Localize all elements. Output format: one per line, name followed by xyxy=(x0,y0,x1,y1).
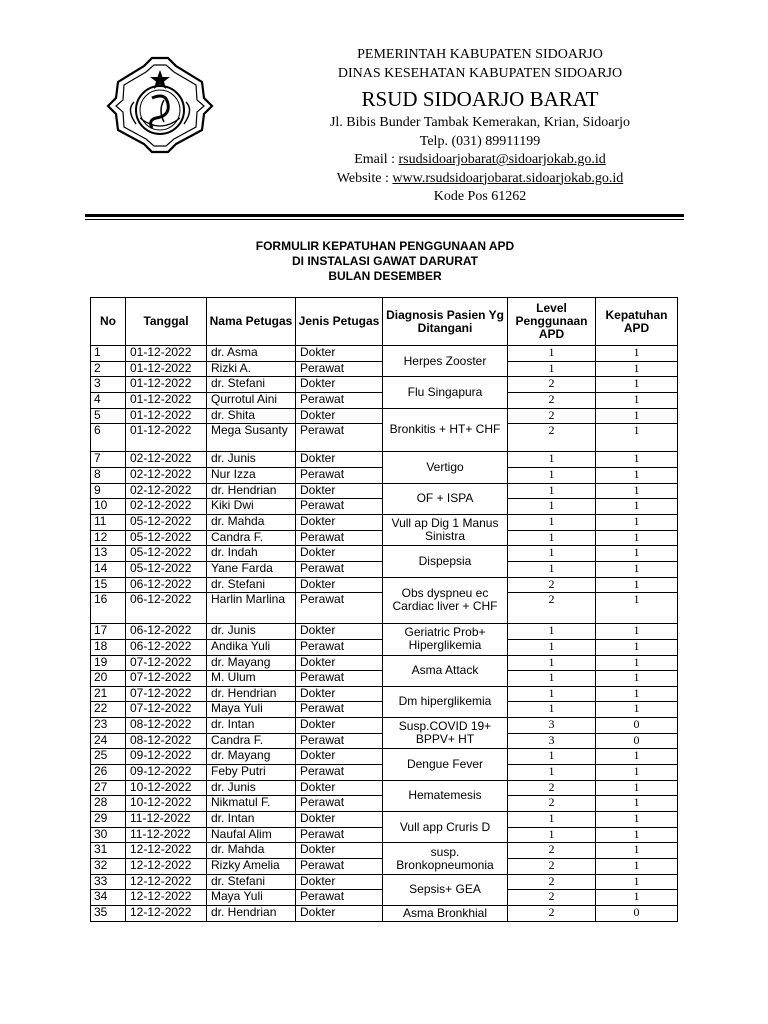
col-header-level-apd: Level Penggunaan APD xyxy=(508,298,596,346)
cell-tanggal: 05-12-2022 xyxy=(126,546,207,562)
cell-level-apd: 2 xyxy=(508,392,596,408)
cell-kepatuhan-apd: 1 xyxy=(596,499,678,515)
cell-tanggal: 07-12-2022 xyxy=(126,671,207,687)
cell-level-apd: 3 xyxy=(508,718,596,734)
cell-diagnosis: Geriatric Prob+ Hiperglikemia xyxy=(383,624,508,655)
cell-tanggal: 01-12-2022 xyxy=(126,424,207,452)
cell-no: 31 xyxy=(91,843,126,859)
cell-kepatuhan-apd: 1 xyxy=(596,546,678,562)
cell-diagnosis: Asma Bronkhial xyxy=(383,906,508,922)
cell-nama-petugas: Rizky Amelia xyxy=(207,859,296,875)
cell-level-apd: 2 xyxy=(508,408,596,424)
cell-kepatuhan-apd: 1 xyxy=(596,671,678,687)
cell-kepatuhan-apd: 1 xyxy=(596,639,678,655)
cell-jenis-petugas: Dokter xyxy=(296,624,383,640)
cell-diagnosis: Herpes Zooster xyxy=(383,346,508,377)
cell-tanggal: 12-12-2022 xyxy=(126,843,207,859)
cell-nama-petugas: Andika Yuli xyxy=(207,639,296,655)
table-row xyxy=(91,874,678,890)
table-row xyxy=(91,546,678,562)
cell-kepatuhan-apd: 1 xyxy=(596,749,678,765)
cell-nama-petugas: Rizki A. xyxy=(207,361,296,377)
cell-jenis-petugas: Perawat xyxy=(296,796,383,812)
cell-no: 34 xyxy=(91,890,126,906)
cell-no: 1 xyxy=(91,346,126,362)
cell-kepatuhan-apd: 1 xyxy=(596,392,678,408)
cell-kepatuhan-apd: 0 xyxy=(596,718,678,734)
cell-diagnosis: Sepsis+ GEA xyxy=(383,874,508,905)
cell-nama-petugas: dr. Hendrian xyxy=(207,686,296,702)
cell-level-apd: 1 xyxy=(508,483,596,499)
table-row xyxy=(91,812,678,828)
cell-jenis-petugas: Dokter xyxy=(296,749,383,765)
cell-nama-petugas: Feby Putri xyxy=(207,765,296,781)
cell-kepatuhan-apd: 1 xyxy=(596,408,678,424)
col-header-nama-petugas: Nama Petugas xyxy=(207,298,296,346)
cell-no: 15 xyxy=(91,577,126,593)
form-title-line3: BULAN DESEMBER xyxy=(328,269,442,283)
cell-no: 26 xyxy=(91,765,126,781)
email-label: Email : xyxy=(354,152,399,167)
cell-jenis-petugas: Perawat xyxy=(296,702,383,718)
cell-diagnosis: Bronkitis + HT+ CHF xyxy=(383,408,508,452)
cell-tanggal: 08-12-2022 xyxy=(126,718,207,734)
cell-level-apd: 2 xyxy=(508,424,596,452)
cell-kepatuhan-apd: 0 xyxy=(596,906,678,922)
cell-jenis-petugas: Dokter xyxy=(296,546,383,562)
table-row xyxy=(91,452,678,468)
cell-nama-petugas: dr. Intan xyxy=(207,812,296,828)
table-row xyxy=(91,624,678,640)
cell-nama-petugas: Nikmatul F. xyxy=(207,796,296,812)
cell-kepatuhan-apd: 1 xyxy=(596,483,678,499)
cell-diagnosis: Asma Attack xyxy=(383,655,508,686)
cell-tanggal: 06-12-2022 xyxy=(126,624,207,640)
cell-kepatuhan-apd: 1 xyxy=(596,514,678,530)
cell-level-apd: 2 xyxy=(508,906,596,922)
cell-jenis-petugas: Perawat xyxy=(296,859,383,875)
cell-nama-petugas: dr. Mayang xyxy=(207,749,296,765)
cell-level-apd: 2 xyxy=(508,593,596,624)
cell-kepatuhan-apd: 1 xyxy=(596,577,678,593)
cell-no: 5 xyxy=(91,408,126,424)
cell-kepatuhan-apd: 1 xyxy=(596,812,678,828)
table-row xyxy=(91,718,678,734)
cell-tanggal: 06-12-2022 xyxy=(126,577,207,593)
cell-no: 7 xyxy=(91,452,126,468)
table-row xyxy=(91,906,678,922)
cell-tanggal: 07-12-2022 xyxy=(126,702,207,718)
col-header-jenis-petugas: Jenis Petugas xyxy=(296,298,383,346)
cell-nama-petugas: dr. Stefani xyxy=(207,874,296,890)
cell-jenis-petugas: Perawat xyxy=(296,733,383,749)
cell-jenis-petugas: Perawat xyxy=(296,593,383,624)
cell-level-apd: 1 xyxy=(508,749,596,765)
header-address: Jl. Bibis Bunder Tambak Kemerakan, Krian, Sidoarjo xyxy=(329,115,631,130)
cell-kepatuhan-apd: 1 xyxy=(596,593,678,624)
cell-level-apd: 2 xyxy=(508,377,596,393)
cell-nama-petugas: dr. Hendrian xyxy=(207,483,296,499)
cell-jenis-petugas: Perawat xyxy=(296,530,383,546)
cell-no: 4 xyxy=(91,392,126,408)
cell-level-apd: 2 xyxy=(508,859,596,875)
cell-nama-petugas: dr. Mahda xyxy=(207,843,296,859)
table-row xyxy=(91,346,678,362)
form-title xyxy=(200,239,570,284)
cell-no: 29 xyxy=(91,812,126,828)
header-telp: Telp. (031) 89911199 xyxy=(419,133,541,149)
cell-kepatuhan-apd: 1 xyxy=(596,624,678,640)
cell-kepatuhan-apd: 1 xyxy=(596,874,678,890)
cell-diagnosis: Obs dyspneu ec Cardiac liver + CHF xyxy=(383,577,508,624)
cell-level-apd: 1 xyxy=(508,827,596,843)
cell-jenis-petugas: Perawat xyxy=(296,467,383,483)
cell-tanggal: 05-12-2022 xyxy=(126,530,207,546)
website-link[interactable]: www.rsudsidoarjobarat.sidoarjokab.go.id xyxy=(392,170,624,186)
table-row xyxy=(91,780,678,796)
cell-nama-petugas: dr. Intan xyxy=(207,718,296,734)
cell-level-apd: 3 xyxy=(508,733,596,749)
cell-jenis-petugas: Perawat xyxy=(296,639,383,655)
cell-level-apd: 1 xyxy=(508,671,596,687)
cell-nama-petugas: dr. Stefani xyxy=(207,377,296,393)
table-row xyxy=(91,655,678,671)
cell-no: 17 xyxy=(91,624,126,640)
cell-nama-petugas: Nur Izza xyxy=(207,467,296,483)
cell-kepatuhan-apd: 0 xyxy=(596,733,678,749)
cell-jenis-petugas: Perawat xyxy=(296,671,383,687)
cell-diagnosis: Dispepsia xyxy=(383,546,508,577)
cell-nama-petugas: dr. Mayang xyxy=(207,655,296,671)
table-row xyxy=(91,377,678,393)
cell-kepatuhan-apd: 1 xyxy=(596,859,678,875)
cell-nama-petugas: Candra F. xyxy=(207,733,296,749)
cell-jenis-petugas: Dokter xyxy=(296,346,383,362)
cell-tanggal: 07-12-2022 xyxy=(126,686,207,702)
cell-level-apd: 1 xyxy=(508,361,596,377)
cell-diagnosis: Vertigo xyxy=(383,452,508,483)
cell-nama-petugas: Mega Susanty xyxy=(207,424,296,452)
cell-jenis-petugas: Dokter xyxy=(296,686,383,702)
cell-tanggal: 05-12-2022 xyxy=(126,561,207,577)
cell-level-apd: 1 xyxy=(508,499,596,515)
cell-nama-petugas: Maya Yuli xyxy=(207,702,296,718)
header-government: PEMERINTAH KABUPATEN SIDOARJO xyxy=(357,47,603,62)
cell-jenis-petugas: Perawat xyxy=(296,361,383,377)
cell-jenis-petugas: Perawat xyxy=(296,827,383,843)
cell-jenis-petugas: Dokter xyxy=(296,780,383,796)
cell-kepatuhan-apd: 1 xyxy=(596,843,678,859)
cell-no: 9 xyxy=(91,483,126,499)
cell-tanggal: 12-12-2022 xyxy=(126,874,207,890)
cell-level-apd: 1 xyxy=(508,530,596,546)
cell-tanggal: 02-12-2022 xyxy=(126,483,207,499)
cell-level-apd: 2 xyxy=(508,577,596,593)
cell-kepatuhan-apd: 1 xyxy=(596,827,678,843)
table-row xyxy=(91,408,678,424)
cell-no: 14 xyxy=(91,561,126,577)
cell-diagnosis: OF + ISPA xyxy=(383,483,508,514)
cell-level-apd: 2 xyxy=(508,874,596,890)
cell-level-apd: 1 xyxy=(508,514,596,530)
cell-nama-petugas: Qurrotul Aini xyxy=(207,392,296,408)
cell-tanggal: 05-12-2022 xyxy=(126,514,207,530)
header-email-line xyxy=(280,151,680,170)
cell-level-apd: 2 xyxy=(508,890,596,906)
cell-level-apd: 1 xyxy=(508,702,596,718)
cell-kepatuhan-apd: 1 xyxy=(596,702,678,718)
cell-jenis-petugas: Dokter xyxy=(296,906,383,922)
cell-nama-petugas: dr. Junis xyxy=(207,780,296,796)
cell-no: 33 xyxy=(91,874,126,890)
cell-level-apd: 1 xyxy=(508,467,596,483)
table-body xyxy=(91,346,678,922)
cell-kepatuhan-apd: 1 xyxy=(596,467,678,483)
cell-nama-petugas: dr. Stefani xyxy=(207,577,296,593)
cell-jenis-petugas: Dokter xyxy=(296,874,383,890)
cell-kepatuhan-apd: 1 xyxy=(596,361,678,377)
cell-nama-petugas: dr. Indah xyxy=(207,546,296,562)
table-row xyxy=(91,843,678,859)
cell-tanggal: 10-12-2022 xyxy=(126,796,207,812)
cell-level-apd: 2 xyxy=(508,780,596,796)
apd-compliance-table xyxy=(90,297,678,922)
cell-kepatuhan-apd: 1 xyxy=(596,346,678,362)
cell-nama-petugas: dr. Mahda xyxy=(207,514,296,530)
cell-diagnosis: Hematemesis xyxy=(383,780,508,811)
cell-level-apd: 2 xyxy=(508,843,596,859)
cell-tanggal: 11-12-2022 xyxy=(126,812,207,828)
cell-tanggal: 12-12-2022 xyxy=(126,890,207,906)
cell-no: 24 xyxy=(91,733,126,749)
header-postal-code: Kode Pos 61262 xyxy=(433,189,527,204)
letterhead xyxy=(280,46,680,207)
cell-level-apd: 1 xyxy=(508,686,596,702)
cell-tanggal: 12-12-2022 xyxy=(126,906,207,922)
cell-no: 2 xyxy=(91,361,126,377)
table-row xyxy=(91,483,678,499)
cell-nama-petugas: Kiki Dwi xyxy=(207,499,296,515)
header-hospital-name: RSUD SIDOARJO BARAT xyxy=(361,87,599,111)
cell-no: 16 xyxy=(91,593,126,624)
header-department: DINAS KESEHATAN KABUPATEN SIDOARJO xyxy=(337,65,623,81)
cell-jenis-petugas: Dokter xyxy=(296,655,383,671)
cell-level-apd: 1 xyxy=(508,765,596,781)
cell-tanggal: 01-12-2022 xyxy=(126,346,207,362)
cell-no: 8 xyxy=(91,467,126,483)
col-header-no: No xyxy=(91,298,126,346)
cell-tanggal: 12-12-2022 xyxy=(126,859,207,875)
header-website-line xyxy=(280,170,680,189)
col-header-tanggal: Tanggal xyxy=(126,298,207,346)
cell-no: 12 xyxy=(91,530,126,546)
cell-tanggal: 02-12-2022 xyxy=(126,452,207,468)
cell-kepatuhan-apd: 1 xyxy=(596,561,678,577)
cell-jenis-petugas: Perawat xyxy=(296,765,383,781)
cell-nama-petugas: Harlin Marlina xyxy=(207,593,296,624)
cell-jenis-petugas: Dokter xyxy=(296,718,383,734)
form-title-line2: DI INSTALASI GAWAT DARURAT xyxy=(292,254,478,268)
col-header-diagnosis: Diagnosis Pasien Yg Ditangani xyxy=(383,298,508,346)
cell-jenis-petugas: Perawat xyxy=(296,499,383,515)
email-link[interactable]: rsudsidoarjobarat@sidoarjokab.go.id xyxy=(398,152,606,167)
cell-level-apd: 1 xyxy=(508,546,596,562)
cell-nama-petugas: Candra F. xyxy=(207,530,296,546)
cell-tanggal: 01-12-2022 xyxy=(126,361,207,377)
cell-jenis-petugas: Dokter xyxy=(296,452,383,468)
cell-jenis-petugas: Dokter xyxy=(296,514,383,530)
cell-tanggal: 01-12-2022 xyxy=(126,408,207,424)
cell-kepatuhan-apd: 1 xyxy=(596,424,678,452)
cell-no: 21 xyxy=(91,686,126,702)
cell-diagnosis: Dengue Fever xyxy=(383,749,508,780)
cell-nama-petugas: dr. Junis xyxy=(207,624,296,640)
cell-diagnosis: Flu Singapura xyxy=(383,377,508,408)
cell-jenis-petugas: Dokter xyxy=(296,483,383,499)
cell-jenis-petugas: Dokter xyxy=(296,843,383,859)
cell-kepatuhan-apd: 1 xyxy=(596,780,678,796)
kabupaten-sidoarjo-emblem-icon xyxy=(104,52,216,156)
cell-tanggal: 08-12-2022 xyxy=(126,733,207,749)
cell-level-apd: 1 xyxy=(508,452,596,468)
cell-no: 11 xyxy=(91,514,126,530)
cell-tanggal: 06-12-2022 xyxy=(126,593,207,624)
cell-nama-petugas: M. Ulum xyxy=(207,671,296,687)
header-divider-thin xyxy=(85,219,684,220)
cell-level-apd: 1 xyxy=(508,561,596,577)
cell-tanggal: 01-12-2022 xyxy=(126,377,207,393)
cell-level-apd: 1 xyxy=(508,639,596,655)
cell-jenis-petugas: Dokter xyxy=(296,408,383,424)
cell-level-apd: 1 xyxy=(508,655,596,671)
cell-nama-petugas: dr. Asma xyxy=(207,346,296,362)
cell-jenis-petugas: Dokter xyxy=(296,812,383,828)
cell-no: 6 xyxy=(91,424,126,452)
table-row xyxy=(91,514,678,530)
col-header-kepatuhan-apd: Kepatuhan APD xyxy=(596,298,678,346)
cell-no: 28 xyxy=(91,796,126,812)
cell-tanggal: 10-12-2022 xyxy=(126,780,207,796)
cell-nama-petugas: dr. Shita xyxy=(207,408,296,424)
cell-no: 35 xyxy=(91,906,126,922)
table-row xyxy=(91,686,678,702)
cell-no: 32 xyxy=(91,859,126,875)
cell-diagnosis: susp. Bronkopneumonia xyxy=(383,843,508,874)
cell-kepatuhan-apd: 1 xyxy=(596,530,678,546)
cell-jenis-petugas: Perawat xyxy=(296,424,383,452)
cell-level-apd: 1 xyxy=(508,346,596,362)
cell-no: 13 xyxy=(91,546,126,562)
cell-kepatuhan-apd: 1 xyxy=(596,377,678,393)
table-row xyxy=(91,577,678,593)
cell-nama-petugas: Yane Farda xyxy=(207,561,296,577)
cell-tanggal: 06-12-2022 xyxy=(126,639,207,655)
cell-no: 10 xyxy=(91,499,126,515)
cell-no: 30 xyxy=(91,827,126,843)
website-label: Website : xyxy=(336,170,393,186)
cell-tanggal: 01-12-2022 xyxy=(126,392,207,408)
cell-nama-petugas: dr. Hendrian xyxy=(207,906,296,922)
cell-no: 3 xyxy=(91,377,126,393)
cell-tanggal: 07-12-2022 xyxy=(126,655,207,671)
table-row xyxy=(91,749,678,765)
cell-kepatuhan-apd: 1 xyxy=(596,765,678,781)
cell-no: 27 xyxy=(91,780,126,796)
cell-diagnosis: Vull app Cruris D xyxy=(383,812,508,843)
cell-kepatuhan-apd: 1 xyxy=(596,686,678,702)
cell-jenis-petugas: Dokter xyxy=(296,377,383,393)
cell-jenis-petugas: Dokter xyxy=(296,577,383,593)
cell-tanggal: 02-12-2022 xyxy=(126,499,207,515)
cell-kepatuhan-apd: 1 xyxy=(596,655,678,671)
cell-tanggal: 09-12-2022 xyxy=(126,765,207,781)
cell-nama-petugas: Naufal Alim xyxy=(207,827,296,843)
cell-jenis-petugas: Perawat xyxy=(296,561,383,577)
cell-diagnosis: Dm hiperglikemia xyxy=(383,686,508,717)
cell-tanggal: 11-12-2022 xyxy=(126,827,207,843)
cell-level-apd: 2 xyxy=(508,796,596,812)
cell-diagnosis: Vull ap Dig 1 Manus Sinistra xyxy=(383,514,508,545)
cell-no: 19 xyxy=(91,655,126,671)
cell-diagnosis: Susp.COVID 19+ BPPV+ HT xyxy=(383,718,508,749)
cell-no: 23 xyxy=(91,718,126,734)
cell-no: 25 xyxy=(91,749,126,765)
cell-nama-petugas: dr. Junis xyxy=(207,452,296,468)
cell-kepatuhan-apd: 1 xyxy=(596,796,678,812)
cell-kepatuhan-apd: 1 xyxy=(596,452,678,468)
header-divider-thick xyxy=(85,214,684,217)
cell-kepatuhan-apd: 1 xyxy=(596,890,678,906)
cell-level-apd: 1 xyxy=(508,812,596,828)
form-title-line1: FORMULIR KEPATUHAN PENGGUNAAN APD xyxy=(255,239,515,253)
cell-tanggal: 02-12-2022 xyxy=(126,467,207,483)
cell-jenis-petugas: Perawat xyxy=(296,392,383,408)
cell-no: 18 xyxy=(91,639,126,655)
cell-jenis-petugas: Perawat xyxy=(296,890,383,906)
cell-no: 22 xyxy=(91,702,126,718)
cell-tanggal: 09-12-2022 xyxy=(126,749,207,765)
cell-nama-petugas: Maya Yuli xyxy=(207,890,296,906)
cell-level-apd: 1 xyxy=(508,624,596,640)
cell-no: 20 xyxy=(91,671,126,687)
table-header-row xyxy=(91,298,678,346)
